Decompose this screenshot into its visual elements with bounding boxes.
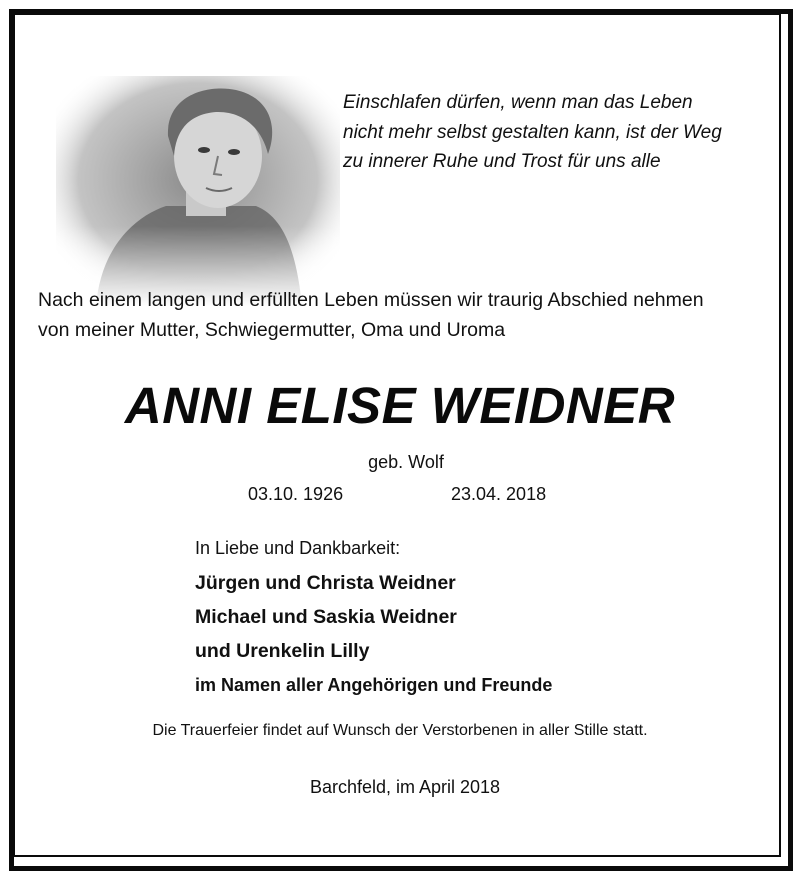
intro-line: Nach einem langen und erfüllten Leben müssen wir traurig Abschied nehmen <box>38 289 704 311</box>
portrait-photo <box>56 76 340 306</box>
birth-name: geb. Wolf <box>368 452 444 472</box>
quote-line: zu innerer Ruhe und Trost für uns alle <box>343 151 661 172</box>
deceased-name: ANNI ELISE WEIDNER <box>124 377 676 434</box>
mourners-intro: In Liebe und Dankbarkeit: <box>195 538 401 558</box>
date-died: 23.04. 2018 <box>451 484 547 504</box>
quote-line: nicht mehr selbst gestalten kann, ist der Weg <box>343 121 722 143</box>
farewell-intro <box>38 285 768 345</box>
date-born: 03.10. 1926 <box>248 484 344 504</box>
intro-line: von meiner Mutter, Schwiegermutter, Oma und Uroma <box>38 319 506 341</box>
place-date: Barchfeld, im April 2018 <box>309 777 501 797</box>
quote-line: Einschlafen dürfen, wenn man das Leben <box>343 92 693 113</box>
funeral-note: Die Trauerfeier findet auf Wunsch der Verstorbenen in aller Stille statt. <box>152 722 648 739</box>
mourners-list <box>195 566 552 702</box>
memorial-quote <box>343 88 773 177</box>
mourner-name: Michael und Saskia Weidner <box>195 606 457 628</box>
mourner-name: Jürgen und Christa Weidner <box>195 572 456 594</box>
mourner-name: und Urenkelin Lilly <box>195 640 370 662</box>
on-behalf-line: im Namen aller Angehörigen und Freunde <box>195 675 553 695</box>
